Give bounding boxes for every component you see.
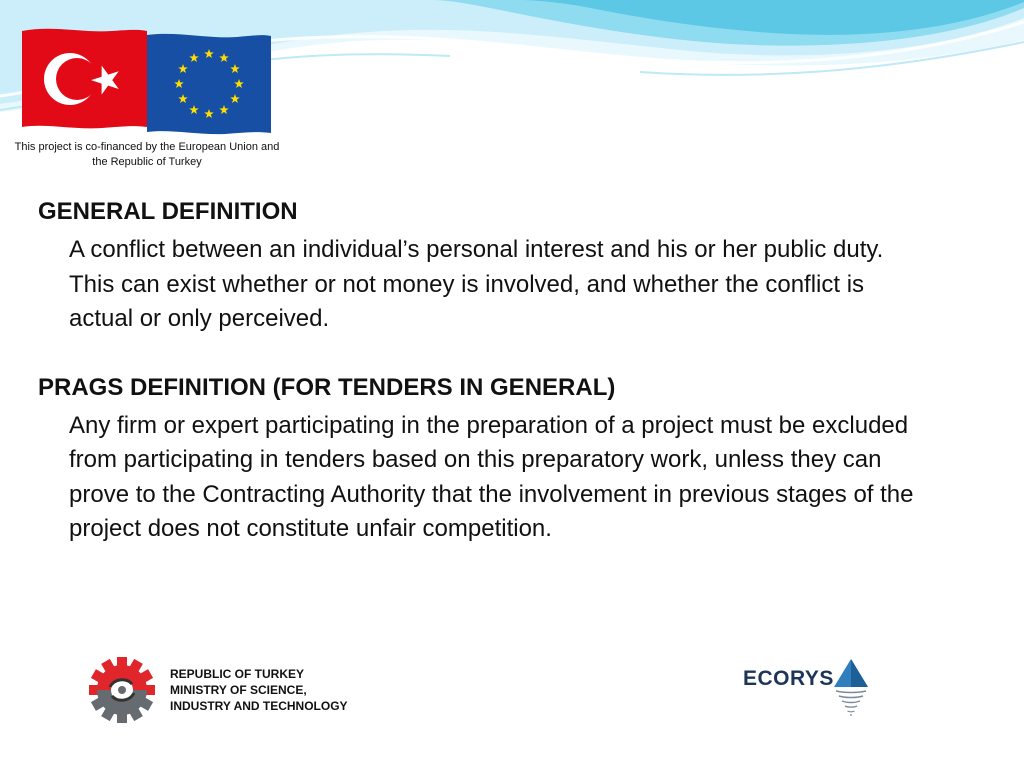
- general-definition-heading: GENERAL DEFINITION: [38, 198, 298, 225]
- ministry-name: [170, 666, 348, 714]
- ministry-line-2: MINISTRY OF SCIENCE,: [170, 683, 307, 697]
- ecorys-wordmark: ECORYS: [743, 667, 834, 690]
- section-spacer: [38, 337, 938, 371]
- slide-content: [38, 195, 938, 547]
- ministry-line-3: INDUSTRY AND TECHNOLOGY: [170, 699, 348, 713]
- ministry-gear-logo-icon: [80, 657, 164, 723]
- general-definition-body: A conflict between an individual’s personal interest and his or her public duty. This can exist whether or not money is involved, and whether the conflict is actual or only perceived.: [69, 236, 884, 332]
- ministry-line-1: REPUBLIC OF TURKEY: [170, 667, 305, 681]
- ecorys-triangle-logo-icon: [832, 657, 870, 719]
- prags-definition-body: Any firm or expert participating in the preparation of a project must be excluded from participating in tenders based on this preparatory work, unless they can prove to the Contracting Authority that the involvement in previous stages of the project does not constitute unfair competition.: [69, 411, 914, 542]
- turkey-flag-icon: [22, 27, 147, 130]
- eu-flag-icon: [147, 31, 271, 135]
- prags-definition-heading: PRAGS DEFINITION (FOR TENDERS IN GENERAL): [38, 373, 616, 401]
- cofinance-caption: This project is co-financed by the European Union and the Republic of Turkey: [14, 141, 280, 168]
